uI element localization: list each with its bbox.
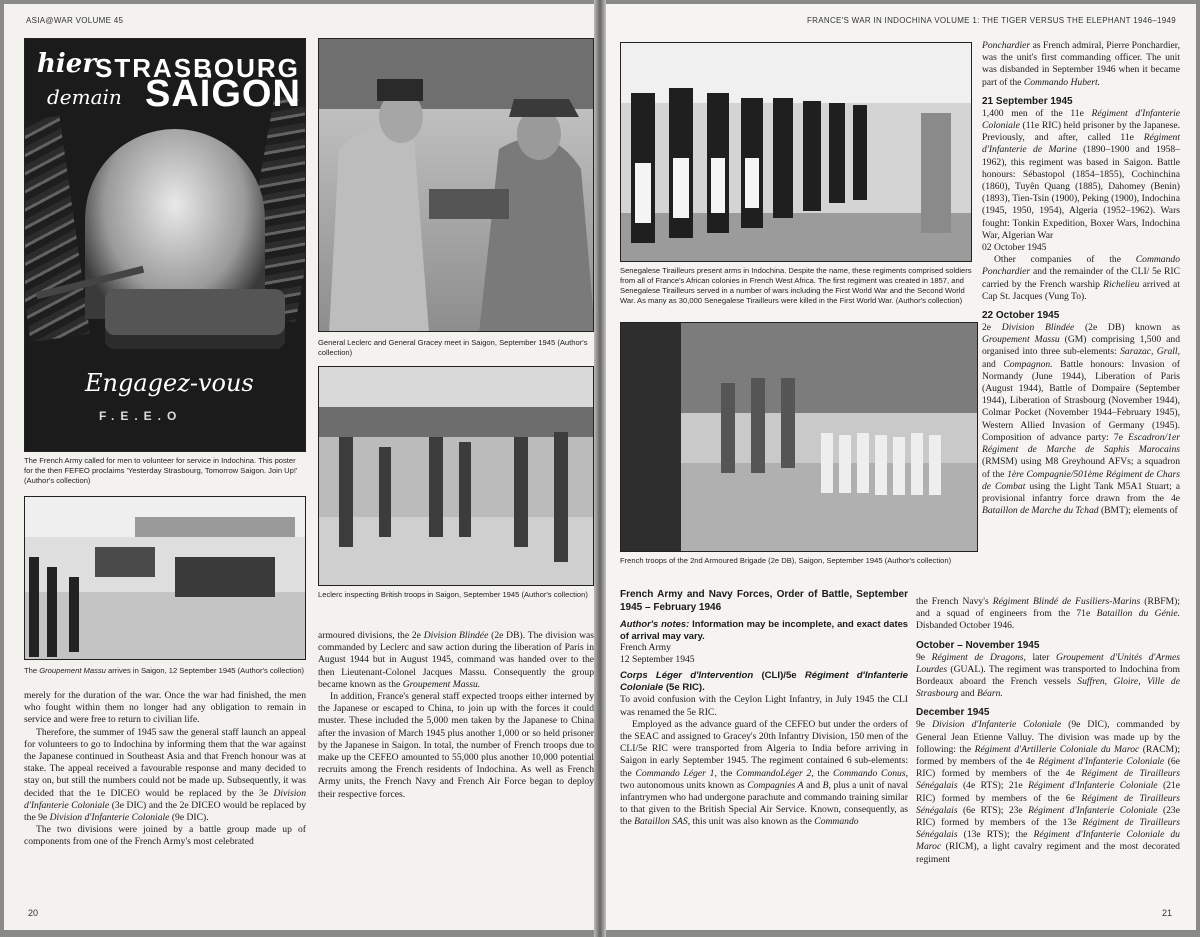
paragraph	[982, 40, 1180, 89]
paragraph	[318, 630, 594, 691]
paragraph: merely for the duration of the war. Once the war had finished, the men who fought within them no longer had any obligation to remain in service and were free to return to civilian life.	[24, 690, 306, 726]
text-run: B	[822, 779, 829, 791]
text-run: CommandoLéger 2	[736, 767, 812, 779]
text-run: Division Blindée	[423, 630, 489, 641]
text-run: 9e	[916, 651, 926, 663]
text-run: Groupement Massu.	[402, 678, 481, 690]
text-run: Commando	[814, 816, 859, 828]
poster-text-hier: hier	[37, 49, 97, 79]
tirailleurs-image	[621, 43, 972, 262]
text-run: Régiment d'Infanterie Coloniale	[620, 670, 909, 694]
text-run: (CLI)/5e	[761, 670, 797, 682]
left-column-1	[24, 690, 306, 849]
text-run: Bataillon de Marche du Tchad	[982, 505, 1099, 517]
text-run: Régiment d'Infanterie Coloniale du Maroc	[916, 829, 1180, 853]
right-page	[606, 4, 1196, 930]
text-run: (GM) comprising 1,500 and organised into three sub-elements:	[982, 334, 1180, 358]
left-page	[4, 4, 594, 930]
right-top-column	[982, 40, 1180, 517]
leclerc-inspecting-photo	[318, 366, 594, 586]
text-run: using the Light Tank M5A1 Stuart; a provisional infantry force drawn from the 4e	[982, 480, 1180, 504]
paragraph	[916, 652, 1180, 701]
text-run: Régiment de Tirailleurs Sénégalais	[916, 768, 1180, 792]
text-run: Commando Hubert.	[1023, 76, 1101, 88]
text-run: Régiment d'Artillerie Coloniale du Maroc	[974, 743, 1140, 755]
paragraph	[982, 322, 1180, 517]
text-run: (2e DB) known as	[1084, 322, 1180, 334]
text-run: , the	[811, 767, 830, 779]
text-run: (13e RTS); the	[963, 829, 1028, 841]
text-run: 9e	[916, 719, 926, 731]
text-run: Régiment d'Infanterie Coloniale	[1028, 804, 1158, 816]
caption-massu-pre: The	[24, 666, 38, 675]
text-run: (11e RIC) held prisoner by the Japanese. Previously, and after, called 11e	[982, 120, 1181, 144]
poster-foliage	[24, 116, 90, 342]
text-run: Régiment d'Infanterie Coloniale	[1028, 780, 1158, 792]
text-run: (9e DIC), commanded by General Jean Etienne Valluy. The division was made up by the following: the	[916, 719, 1180, 755]
paragraph	[24, 727, 306, 825]
caption-tirailleurs: Senegalese Tirailleurs present arms in Indochina. Despite the name, these regiments comprised soldiers from all of France's African colonies in French West Africa. The first regiment was created in 1857, and Senegalese Tirailleurs served in a number of wars including the First World War and the Second World War. As many as 30,000 Senegalese Tirailleurs were killed in the First World War. (Author's collection)	[620, 266, 972, 305]
paragraph: In addition, France's general staff expected troops either interned by the Japanese or escaped to China, to join up with the forces it could muster. These included the 5,000 men taken by the Japanese to China after the invasion of March 1945 plus another 1,000 or so held prisoner by the Japanese in Saigon. In total, the number of French troops due to make up the CEFEO amounted to 55,000 plus another 10,000 potential recruits among the French residents of Indochina. As well as French Army units, the French Navy and French Air Force began to deploy their respective forces.	[318, 691, 594, 800]
paragraph: 02 October 1945	[982, 242, 1047, 254]
paragraph	[982, 254, 1180, 303]
caption-leclerc-gracey: General Leclerc and General Gracey meet in Saigon, September 1945 (Author's collection)	[318, 338, 588, 357]
poster-photo	[24, 38, 306, 452]
poster-text-engagez: Engagez-vous	[85, 369, 254, 397]
text-run: Employed as the advance guard of the CEFEO but under the orders of the SEAC and assigned to Gracey's 20th Infantry Division, 150 men of the CLI/5e RIC were transported from Algeria to India before arriving in Saigon in early September 1945. The regiment contained 6 sub-elements: the	[620, 718, 908, 779]
leclerc-gracey-photo	[318, 38, 594, 332]
text-run: Richelieu	[1103, 278, 1140, 290]
paragraph: French Army	[620, 642, 671, 653]
text-run: and	[982, 358, 996, 370]
paragraph: 12 September 1945	[620, 654, 695, 666]
right-running-head: FRANCE'S WAR IN INDOCHINA VOLUME 1: THE TIGER VERSUS THE ELEPHANT 1946–1949	[806, 16, 1176, 25]
text-run: Régiment Blindé de Fusiliers-Marins	[992, 596, 1141, 607]
text-run: Division d'Infanterie Coloniale	[932, 719, 1062, 731]
text-run: , two autonomous units known as	[620, 767, 908, 791]
right-bottom-column	[916, 596, 1180, 866]
caption-groupement-massu	[24, 666, 306, 676]
text-run: (5e RIC).	[665, 682, 705, 694]
text-run: (23e RIC) formed by members of the 13e	[916, 804, 1180, 829]
text-run: Division d'Infanterie Coloniale	[24, 787, 306, 811]
authors-note-label: Author's notes:	[620, 618, 690, 629]
poster-text-strasbourg: STRASBOURG	[95, 53, 300, 83]
left-running-head: ASIA@WAR VOLUME 45	[26, 16, 124, 25]
text-run: (3e DIC) and the 2e DICEO would be replaced by the 9e	[24, 799, 306, 824]
text-run: as French admiral, Pierre Ponchardier, was the unit's first commanding officer. The unit was disbanded in September 1946 when it became part of the	[982, 40, 1180, 88]
date-heading: December 1945	[916, 707, 990, 719]
poster-text-feeo: F.E.E.O	[99, 409, 183, 423]
text-run: Régiment d'Infanterie de Marine	[982, 132, 1180, 156]
text-run: 1,400 men of the 11e	[982, 107, 1084, 119]
text-run: the French Navy's	[916, 596, 989, 607]
text-run: (GUAL). The regiment was transported to Indochina from Bordeaux aboard the French vessels	[916, 663, 1180, 688]
text-run: Commando Conus	[833, 767, 906, 779]
text-run: Sarazac, Grall,	[1120, 346, 1180, 358]
text-run: , the	[714, 767, 733, 779]
text-run: (BMT); elements of	[1100, 505, 1178, 517]
text-run: Ponchardier	[982, 40, 1031, 51]
text-run: arrived at Cap St. Jacques (Vung To).	[982, 278, 1180, 302]
paragraph: The two divisions were joined by a battle group made up of components from one of the French Army's most celebrated	[24, 824, 306, 848]
text-run: (RACM); formed by members of the 4e	[916, 743, 1181, 768]
text-run: Escadron/1er Régiment de Marche de Saphis Marocains	[982, 431, 1180, 456]
date-heading: October – November 1945	[916, 639, 1040, 651]
text-run: (9e DIC).	[171, 812, 209, 824]
leclerc-gracey-image	[319, 39, 594, 332]
text-run: (6e RIC) formed by members of the 4e	[916, 756, 1180, 780]
french-troops-photo	[620, 322, 978, 552]
text-run: armoured divisions, the 2e	[318, 630, 421, 641]
text-run: later	[1032, 651, 1050, 663]
text-run: Régiment d'Infanterie Coloniale	[982, 107, 1181, 132]
text-run: Régiment de Dragons,	[931, 651, 1026, 663]
text-run: (2e DB). The division was commanded by Leclerc and saw action during the liberation of Paris in August 1944 but in August 1945, command was handed over to the then Lieutenant-Colonel Jacques Massu. Consequently the group became known as the	[318, 630, 594, 690]
text-run: Régiment d'Infanterie Coloniale	[1038, 756, 1165, 768]
paragraph: To avoid confusion with the Ceylon Light Infantry, in July 1945 the CLI was renamed the 5e RIC.	[620, 694, 908, 718]
text-run: Béarn.	[976, 688, 1003, 700]
text-run: Groupement Massu	[982, 334, 1060, 346]
text-run: (21e RIC) formed by members of the 6e	[916, 780, 1180, 804]
caption-massu-post: arrives in Saigon, 12 September 1945 (Author's collection)	[108, 666, 305, 675]
authors-note	[620, 618, 908, 642]
text-run: , plus a unit of naval infantrymen who had undergone parachute and commando training similar to that given to the British Special Air Service. Known, consequently, as the	[620, 779, 909, 828]
tirailleurs-photo	[620, 42, 972, 262]
french-troops-image	[621, 323, 978, 552]
text-run: (RICM), a light cavalry regiment and the most decorated regiment	[916, 841, 1180, 865]
paragraph	[916, 719, 1180, 865]
left-column-2	[318, 630, 594, 801]
text-run: Groupement d'Unités d'Armes Lourdes	[916, 651, 1180, 675]
right-middle-column	[620, 582, 908, 829]
text-run: Division d'Infanterie Coloniale	[49, 812, 170, 824]
text-run: , this unit was also known as the	[687, 816, 812, 828]
text-run: Régiment de Tirailleurs Sénégalais	[916, 792, 1180, 816]
poster-text-demain: demain	[47, 85, 122, 109]
text-run: Corps Léger d'Intervention	[620, 670, 754, 682]
caption-leclerc-inspecting: Leclerc inspecting British troops in Saigon, September 1945 (Author's collection)	[318, 590, 588, 599]
text-run: (RMSM) using M8 Greyhound AFVs; a squadron of the	[982, 456, 1180, 480]
text-run: Commando Ponchardier	[982, 254, 1180, 278]
text-run: Compagnies A	[747, 779, 804, 791]
text-run: (6e RTS); 23e	[962, 804, 1023, 816]
authors-note-text: Information may be incomplete, and exact dates of arrival may vary.	[620, 618, 908, 641]
leclerc-inspecting-image	[319, 367, 594, 586]
text-run: Other companies of the	[994, 254, 1121, 266]
text-run: 2e	[982, 322, 992, 334]
text-run: Battle honours: Invasion of Normandy (June 1944), Liberation of Paris (August 1944), Battle of Dompaire (September 1944), Liberation of Strasbourg (November 1944), Colmar Pocket (November 1944–February 1945), Western Allied Invasion of Germany (1945). Composition of advance party: 7e	[982, 358, 1181, 443]
text-run: (1890–1900 and 1958–1962), this regiment was based in Saigon. Battle honours: Sébastopol (1854–1855), Cochinchina (1860), Tuyên Quang (1885), Dahomey (Benin) (1893), Tien-Tsin (1900), Peking (1900), Indochina (1945, 1950, 1954), Algeria (1952–1962). Wars fought: Tonkin Expedition, Boxer Wars, Indochina War, Algerian War	[982, 144, 1181, 241]
text-run: (RBFM); and a squad of engineers from the 71e	[916, 596, 1180, 620]
poster-text-saigon: SAÏGON	[145, 73, 301, 115]
caption-french-troops: French troops of the 2nd Armoured Brigade (2e DB), Saigon, September 1945 (Author's collection)	[620, 556, 952, 565]
order-of-battle-heading: French Army and Navy Forces, Order of Battle, September 1945 – February 1946	[620, 589, 908, 613]
groupement-massu-image	[25, 497, 306, 660]
text-run: Division Blindée	[1001, 322, 1075, 334]
book-gutter	[594, 0, 606, 937]
right-folio: 21	[1161, 908, 1172, 918]
groupement-massu-photo	[24, 496, 306, 660]
text-run: and	[960, 688, 975, 700]
paragraph	[982, 108, 1180, 242]
text-run: Suffren, Gloire, Ville de Strasbourg	[916, 676, 1180, 700]
text-run: Régiment de Tirailleurs Sénégalais	[916, 817, 1180, 841]
cli-heading	[620, 670, 908, 694]
text-run: and	[806, 779, 821, 791]
date-heading: 21 September 1945	[982, 95, 1073, 107]
text-run: Commando Léger 1	[635, 767, 715, 779]
text-run: Disbanded October 1946.	[916, 620, 1015, 632]
date-heading: 22 October 1945	[982, 310, 1060, 322]
poster-tank	[105, 289, 285, 349]
text-run: Therefore, the summer of 1945 saw the general staff launch an appeal for volunteers to go to Indochina by informing them that the war against the Japanese continued in Southeast Asia and that French honour was at stake. The appeal received a favourable response and many decided to stay on, but still the numbers could not be made up. Subsequently, it was decided that the 1e DICEO would be replaced by the 3e	[24, 726, 306, 799]
paragraph	[916, 596, 1180, 633]
caption-massu-em: Groupement Massu	[39, 666, 106, 675]
text-run: 1ère Compagnie/501ème Régiment de Chars de Combat	[982, 468, 1180, 492]
paragraph	[620, 719, 908, 829]
left-folio: 20	[28, 908, 39, 918]
text-run: Bataillon SAS	[634, 816, 688, 828]
text-run: Bataillon du Génie.	[1096, 608, 1180, 620]
text-run: and the remainder of the CLI/ 5e RIC carried by the French warship	[982, 266, 1180, 290]
text-run: (4e RTS); 21e	[962, 780, 1023, 792]
caption-poster: The French Army called for men to volunteer for service in Indochina. This poster for the then FEFEO proclaims 'Yesterday Strasbourg, Tomorrow Saigon. Join Up!' (Author's collection)	[24, 456, 298, 485]
text-run: Compagnon.	[1003, 358, 1053, 370]
